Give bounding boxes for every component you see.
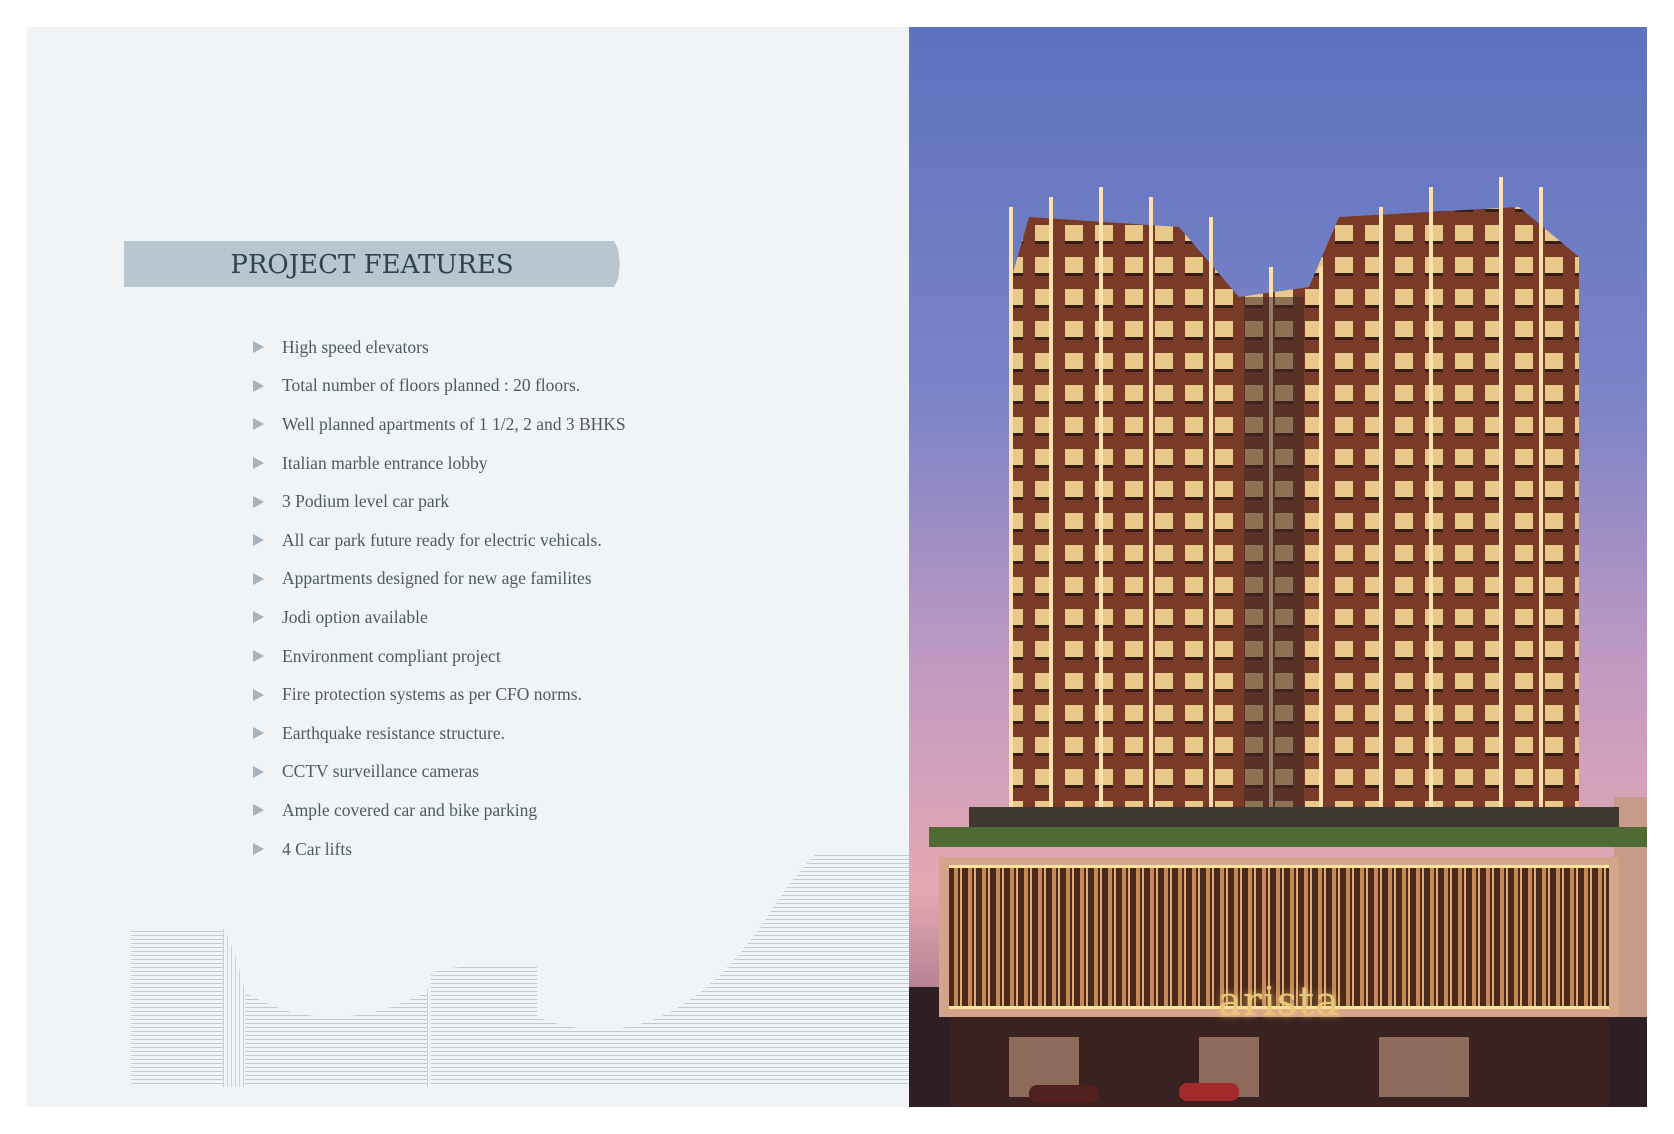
building-rendering-photo: [909, 27, 1647, 1107]
feature-text: CCTV surveillance cameras: [282, 761, 479, 782]
feature-text: Total number of floors planned : 20 floors.: [282, 375, 581, 396]
feature-text: 3 Podium level car park: [282, 491, 450, 512]
feature-text: All car park future ready for electric vehicals.: [282, 529, 602, 550]
building-illustration: [909, 27, 1647, 1107]
arista-logo: arista: [1217, 979, 1341, 1025]
feature-text: Appartments designed for new age familites: [282, 568, 592, 589]
features-panel: [27, 27, 909, 1107]
feature-text: Environment compliant project: [282, 645, 501, 666]
feature-text: Fire protection systems as per CFO norms.: [282, 684, 582, 705]
feature-text: 4 Car lifts: [282, 838, 352, 859]
feature-text: High speed elevators: [282, 336, 429, 357]
feature-text: Jodi option available: [282, 606, 428, 627]
feature-text: Ample covered car and bike parking: [282, 799, 538, 820]
brochure-page: [27, 27, 1647, 1107]
section-title: PROJECT FEATURES: [230, 250, 514, 280]
skyline-line-art: [27, 27, 909, 1107]
feature-text: Italian marble entrance lobby: [282, 452, 488, 473]
feature-text: Earthquake resistance structure.: [282, 722, 506, 743]
feature-text: Well planned apartments of 1 1/2, 2 and 3 BHKS: [282, 413, 626, 434]
